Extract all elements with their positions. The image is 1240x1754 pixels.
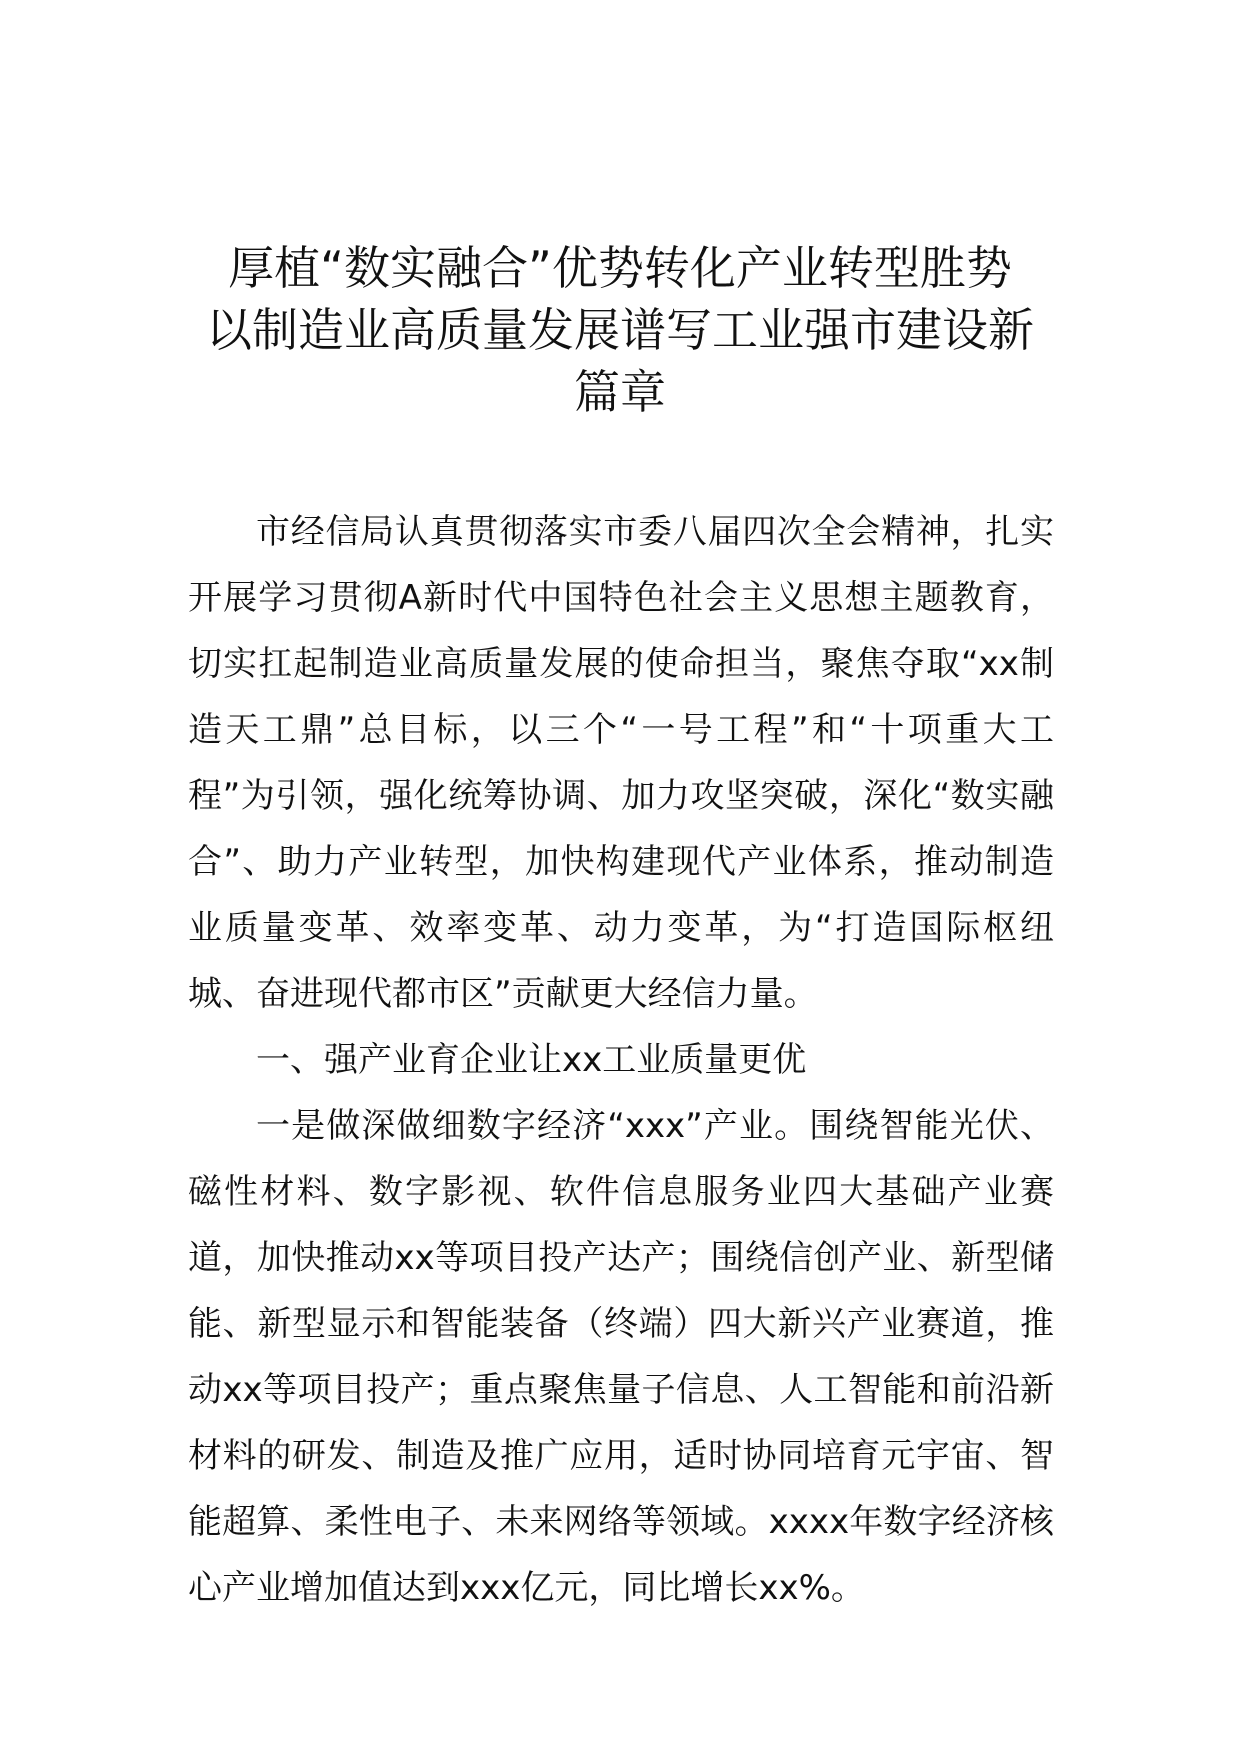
title-line-1: 厚植“数实融合”优势转化产业转型胜势: [228, 240, 1012, 295]
title-line-2: 以制造业高质量发展谱写工业强市建设新: [206, 302, 1034, 357]
section-heading-1: 一、强产业育企业让xx工业质量更优: [256, 1040, 807, 1080]
intro-paragraph: 市经信局认真贯彻落实市委八届四次全会精神，扎实开展学习贯彻A新时代中国特色社会主义思想主题教育，切实扛起制造业高质量发展的使命担当，聚焦夺取“xx制造天工鼎”总目标，以三个“一号工程”和“十项重大工程”为引领，强化统筹协调、加力攻坚突破，深化“数实融合”、助力产业转型，加快构建现代产业体系，推动制造业质量变革、效率变革、动力变革，为“打造国际枢纽城、奋进现代都市区”贡献更大经信力量。: [188, 512, 1054, 1014]
document-body: [188, 499, 1054, 1621]
document-title: [185, 237, 1055, 423]
section-1-paragraph-1: 一是做深做细数字经济“xxx”产业。围绕智能光伏、磁性材料、数字影视、软件信息服务业四大基础产业赛道，加快推动xx等项目投产达产；围绕信创产业、新型储能、新型显示和智能装备（终端）四大新兴产业赛道，推动xx等项目投产；重点聚焦量子信息、人工智能和前沿新材料的研发、制造及推广应用，适时协同培育元宇宙、智能超算、柔性电子、未来网络等领域。xxxx年数字经济核心产业增加值达到xxx亿元，同比增长xx%。: [188, 1106, 1054, 1608]
title-line-3: 篇章: [574, 364, 666, 419]
